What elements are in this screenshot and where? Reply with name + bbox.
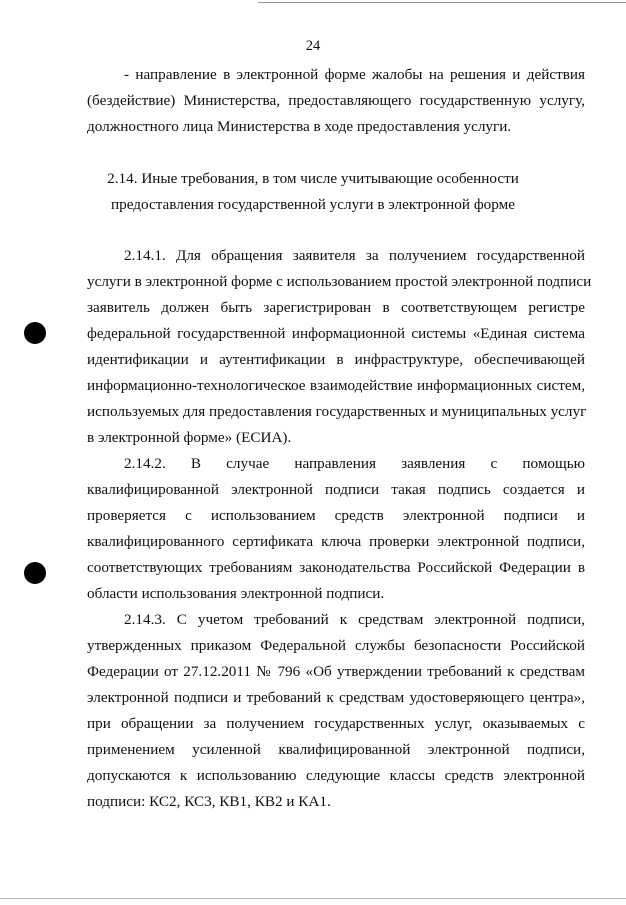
text-line: области использования электронной подписи. bbox=[87, 585, 385, 602]
text-line: Федерации от 27.12.2011 № 796 «Об утверждении требований к средствам bbox=[87, 663, 585, 680]
page-number: 24 bbox=[305, 38, 321, 54]
text-line: электронной подписи и требований к средствам удостоверяющего центра», bbox=[87, 689, 585, 706]
heading-line: 2.14. Иные требования, в том числе учитывающие особенности bbox=[107, 170, 519, 187]
text-line: квалифицированной электронной подписи такая подпись создается и bbox=[87, 481, 585, 498]
text-line: утвержденных приказом Федеральной службы безопасности Российской bbox=[87, 637, 585, 654]
text-line: федеральной государственной информационной системы «Единая система bbox=[87, 325, 585, 342]
text-line: квалифицированного сертификата ключа проверки электронной подписи, bbox=[87, 533, 585, 550]
text-line: - направление в электронной форме жалобы на решения и действия bbox=[124, 66, 585, 83]
text-line: допускаются к использованию следующие классы средств электронной bbox=[87, 767, 585, 784]
text-line: при обращении за получением государственных услуг, оказываемых с bbox=[87, 715, 585, 732]
text-line: применением усиленной квалифицированной электронной подписи, bbox=[87, 741, 585, 758]
text-line: (бездействие) Министерства, предоставляющего государственную услугу, bbox=[87, 92, 585, 109]
text-line: информационно-технологическое взаимодействие информационных систем, bbox=[87, 377, 585, 394]
text-line: идентификации и аутентификации в инфраструктуре, обеспечивающей bbox=[87, 351, 585, 368]
text-line: услуги в электронной форме с использованием простой электронной подписи bbox=[87, 273, 592, 290]
text-line: должностного лица Министерства в ходе предоставления услуги. bbox=[87, 118, 512, 135]
text-line: соответствующих требованиям законодательства Российской Федерации в bbox=[87, 559, 585, 576]
heading-line: предоставления государственной услуги в электронной форме bbox=[111, 196, 515, 213]
punch-hole-upper bbox=[24, 322, 46, 344]
text-line: 2.14.2. В случае направления заявления с помощью bbox=[124, 455, 585, 472]
punch-hole-lower bbox=[24, 562, 46, 584]
text-line: заявитель должен быть зарегистрирован в соответствующем регистре bbox=[87, 299, 585, 316]
text-line: 2.14.3. С учетом требований к средствам электронной подписи, bbox=[124, 611, 585, 628]
text-line: подписи: КС2, КС3, КВ1, КВ2 и КА1. bbox=[87, 793, 331, 810]
text-line: используемых для предоставления государственных и муниципальных услуг bbox=[87, 403, 587, 420]
scan-bottom-edge-line bbox=[0, 898, 626, 899]
scan-top-edge-line bbox=[258, 2, 626, 3]
text-line: в электронной форме» (ЕСИА). bbox=[87, 429, 292, 446]
text-line: 2.14.1. Для обращения заявителя за получением государственной bbox=[124, 247, 585, 264]
text-line: проверяется с использованием средств электронной подписи и bbox=[87, 507, 585, 524]
